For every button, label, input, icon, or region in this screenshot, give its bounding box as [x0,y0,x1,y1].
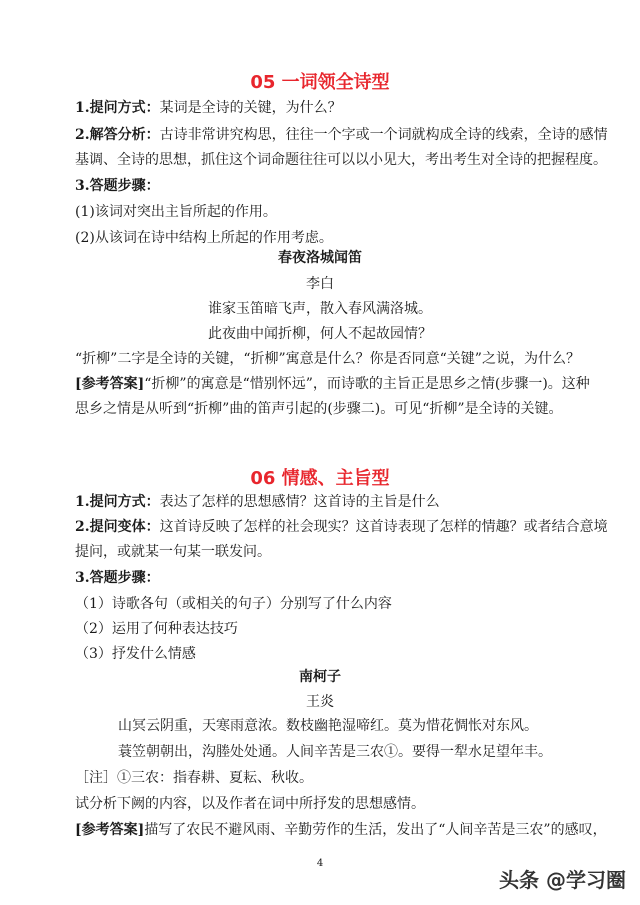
s2-step1: （1）诗歌各句（或相关的句子）分别写了什么内容 [75,596,392,612]
s1-step2: (2)从该词在诗中结构上所起的作用考虑。 [75,230,333,246]
s1-answer-text1: “折柳”的寓意是“惜别怀远”，而诗歌的主旨正是思乡之情(步骤一)。这种 [144,376,590,392]
s2-answer-label: [参考答案] [75,822,145,838]
s1-question-label: 1.提问方式： [75,100,160,116]
s2-variant-text1: 这首诗反映了怎样的社会现实？这首诗表现了怎样的情趣？或者结合意境 [159,519,608,535]
s2-poem-line2: 蓑笠朝朝出，沟塍处处通。人间辛苦是三农①。要得一犁水足望年丰。 [118,744,552,760]
s1-answer-label: [参考答案] [75,376,145,392]
s2-variant-line [75,517,608,537]
s2-question-line [75,492,575,512]
s1-question: “折柳”二字是全诗的关键，“折柳”寓意是什么？你是否同意“关键”之说，为什么？ [75,351,580,367]
s1-question-line [75,98,575,118]
s2-note: ［注］①三农：指春耕、夏耘、秋收。 [75,770,313,786]
s2-answer-line1 [75,820,607,840]
s2-step2: （2）运用了何种表达技巧 [75,621,238,637]
s2-step3: （3）抒发什么情感 [75,646,196,662]
s1-poem-title: 春夜洛城闻笛 [278,250,362,266]
s2-poem-author: 王炎 [306,694,334,710]
section-title-05: 05 一词领全诗型 [250,72,390,93]
section-title-06: 06 情感、主旨型 [250,468,390,489]
s2-variant-text2: 提问，或就某一句某一联发问。 [75,544,271,560]
s1-analysis-text2: 基调、全诗的思想，抓住这个词命题往往可以以小见大，考出考生对全诗的把握程度。 [75,152,607,168]
s2-steps-label: 3.答题步骤： [75,570,160,586]
watermark: 头条 @学习圈 [495,862,630,895]
s2-question: 试分析下阙的内容，以及作者在词中所抒发的思想感情。 [75,796,425,812]
s1-question-text: 某词是全诗的关键，为什么？ [159,100,342,116]
s2-question-label: 1.提问方式： [75,494,160,510]
s2-variant-label: 2.提问变体： [75,519,160,535]
s1-poem-author: 李白 [306,276,334,292]
s1-analysis-label: 2.解答分析： [75,127,160,143]
s1-poem-line2: 此夜曲中闻折柳，何人不起故园情？ [208,326,432,342]
s2-poem-title: 南柯子 [299,669,341,685]
s1-steps-label: 3.答题步骤： [75,178,160,194]
s2-answer-text1: 描写了农民不避风雨、辛勤劳作的生活，发出了“人间辛苦是三农”的感叹， [144,822,607,838]
s2-poem-line1: 山冥云阴重，天寒雨意浓。数枝幽艳湿啼红。莫为惜花惆怅对东风。 [118,718,538,734]
s1-answer-line1 [75,374,590,394]
s1-poem-line1: 谁家玉笛暗飞声，散入春风满洛城。 [208,301,432,317]
s1-analysis-line [75,125,608,145]
s1-answer-text2: 思乡之情是从听到“折柳”曲的笛声引起的(步骤二)。可见“折柳”是全诗的关键。 [75,401,563,417]
s1-step1: (1)该词对突出主旨所起的作用。 [75,204,277,220]
s2-question-text: 表达了怎样的思想感情？这首诗的主旨是什么 [159,494,440,510]
page-number: 4 [316,858,324,869]
s1-analysis-text1: 古诗非常讲究构思，往往一个字或一个词就构成全诗的线索，全诗的感情 [159,127,608,143]
